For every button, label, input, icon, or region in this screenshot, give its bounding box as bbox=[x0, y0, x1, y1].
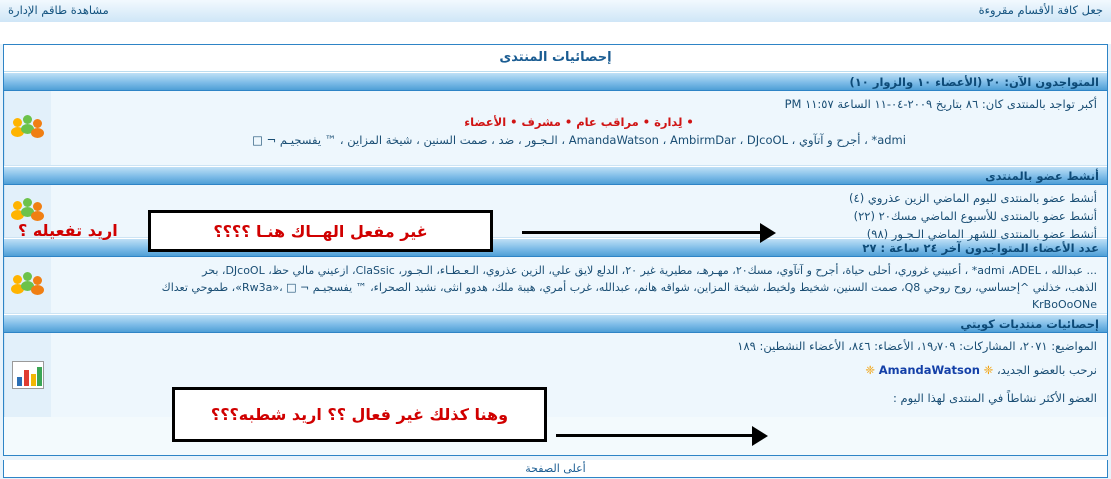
star-icon-left: ❈ bbox=[983, 362, 994, 377]
last24-line-2: الذهب، خذلني ^إحساسي، روح روحي Q8، صمت السنين، شخيط ولخيط، شيخة المزاين، شواقه هانم، عبدالله، غرب أمري، هيبة ملك، هدوو انثى، نشيد الصحراء، ™ يفسجيـم ¬ □ ،«Rw3a»، طموحي تعداك bbox=[161, 281, 1097, 295]
online-members-line: admi* ، أجرح و آتآوي ، AmandaWatson ، AmbirmDar ، DJcoOL ، الـجـور ، ضد ، صمت السنين ، شيخة المزاين ، ™ يفسجيـم ¬ □ bbox=[252, 132, 906, 147]
section-header-last24-label: عدد الأعضاء المتواجدون آخر ٢٤ ساعة : ٢٧ bbox=[862, 241, 1099, 255]
footer-bar[interactable]: أعلى الصفحة bbox=[3, 460, 1108, 478]
peak-online-line: أكبر تواجد بالمنتدى كان: ٨٦ بتاريخ ٢٠٠٩-٠٤-١١ الساعة ١١:٥٧ PM bbox=[784, 97, 1097, 111]
last24-icon-cell bbox=[4, 257, 51, 313]
welcome-label: نرحب بالعضو الجديد، bbox=[996, 362, 1097, 377]
annotation-arrow-top-line bbox=[522, 231, 762, 234]
top-admin-bar bbox=[0, 0, 1111, 23]
view-staff-link[interactable]: مشاهدة طاقم الإدارة bbox=[8, 3, 109, 17]
section-body-online bbox=[4, 91, 1107, 166]
active-member-month: أنشط عضو بالمنتدى للشهر الماضي الـجـور (٩٨) bbox=[866, 226, 1097, 241]
last24-line-3: KrBoOoONe bbox=[1031, 298, 1097, 312]
section-header-active-member-label: أنشط عضو بالمنتدى bbox=[985, 169, 1099, 183]
section-body-last24 bbox=[4, 257, 1107, 314]
online-users-content bbox=[51, 91, 1107, 165]
online-users-icon-cell bbox=[4, 91, 51, 165]
annotation-text-top-right: اريد تفعيله ؟ bbox=[18, 221, 118, 240]
annotation-arrow-bottom-head bbox=[752, 426, 768, 446]
last24-content bbox=[51, 257, 1107, 313]
section-header-online-label: المتواجدون الآن: ٢٠ (الأعضاء ١٠ والزوار ١٠) bbox=[849, 75, 1099, 89]
newest-member-link[interactable]: AmandaWatson bbox=[878, 362, 980, 377]
annotation-arrow-top-head bbox=[760, 223, 776, 243]
active-member-yesterday: أنشط عضو بالمنتدى لليوم الماضي الزين عذروي (٤) bbox=[849, 191, 1097, 205]
section-header-online bbox=[4, 72, 1107, 91]
board-stats-icon-cell bbox=[4, 333, 51, 417]
section-header-board-stats bbox=[4, 314, 1107, 333]
section-header-board-stats-label: إحصائيات منتديات كويتي bbox=[960, 317, 1099, 331]
most-active-today-line: العضو الأكثر نشاطاً في المنتدى لهذا اليوم : bbox=[893, 390, 1097, 405]
welcome-line bbox=[61, 362, 1097, 380]
group-users-icon bbox=[11, 272, 45, 298]
mark-forums-read-link[interactable]: جعل كافة الأقسام مقروءة bbox=[978, 3, 1103, 17]
board-counts-line: المواضيع: ٢٠٧١، المشاركات: ١٩٫٧٠٩، الأعضاء: ٨٤٦، الأعضاء النشطين: ١٨٩ bbox=[737, 339, 1097, 353]
active-member-week: أنشط عضو بالمنتدى للأسبوع الماضي مسك٢٠ (٢٢) bbox=[853, 208, 1097, 223]
annotation-box-top: غير مفعل الهــاك هنـا ؟؟؟؟ bbox=[148, 210, 493, 252]
top-spacer bbox=[0, 22, 1111, 44]
bar-chart-icon bbox=[12, 361, 44, 389]
last24-line-1: ... عبدالله ، admi ،ADEL* ، أعبيني غروري، أحلى حياة، أجرح و آتآوي، مسك٢٠، مهـرهـ، مطيرية غير ٢٠، الدلع لايق علي، الزين عذروي، الـعـطـاء، الـجـور، ClaSsic، ازعيني مالي حظ، DJcoOL، بحر bbox=[202, 264, 1097, 277]
page-title: إحصائيات المنتدى bbox=[4, 45, 1107, 72]
section-header-active-member bbox=[4, 166, 1107, 185]
online-legend-line: • لِدارة • مراقب عام • مشرف • الأعضاء bbox=[464, 114, 694, 129]
annotation-box-bottom: وهنا كذلك غير فعال ؟؟ اريد شطبه؟؟؟ bbox=[172, 387, 547, 442]
star-icon-right: ❈ bbox=[865, 362, 876, 377]
annotation-arrow-bottom-line bbox=[556, 434, 756, 437]
group-users-icon bbox=[11, 115, 45, 141]
section-body-board-stats bbox=[4, 333, 1107, 417]
